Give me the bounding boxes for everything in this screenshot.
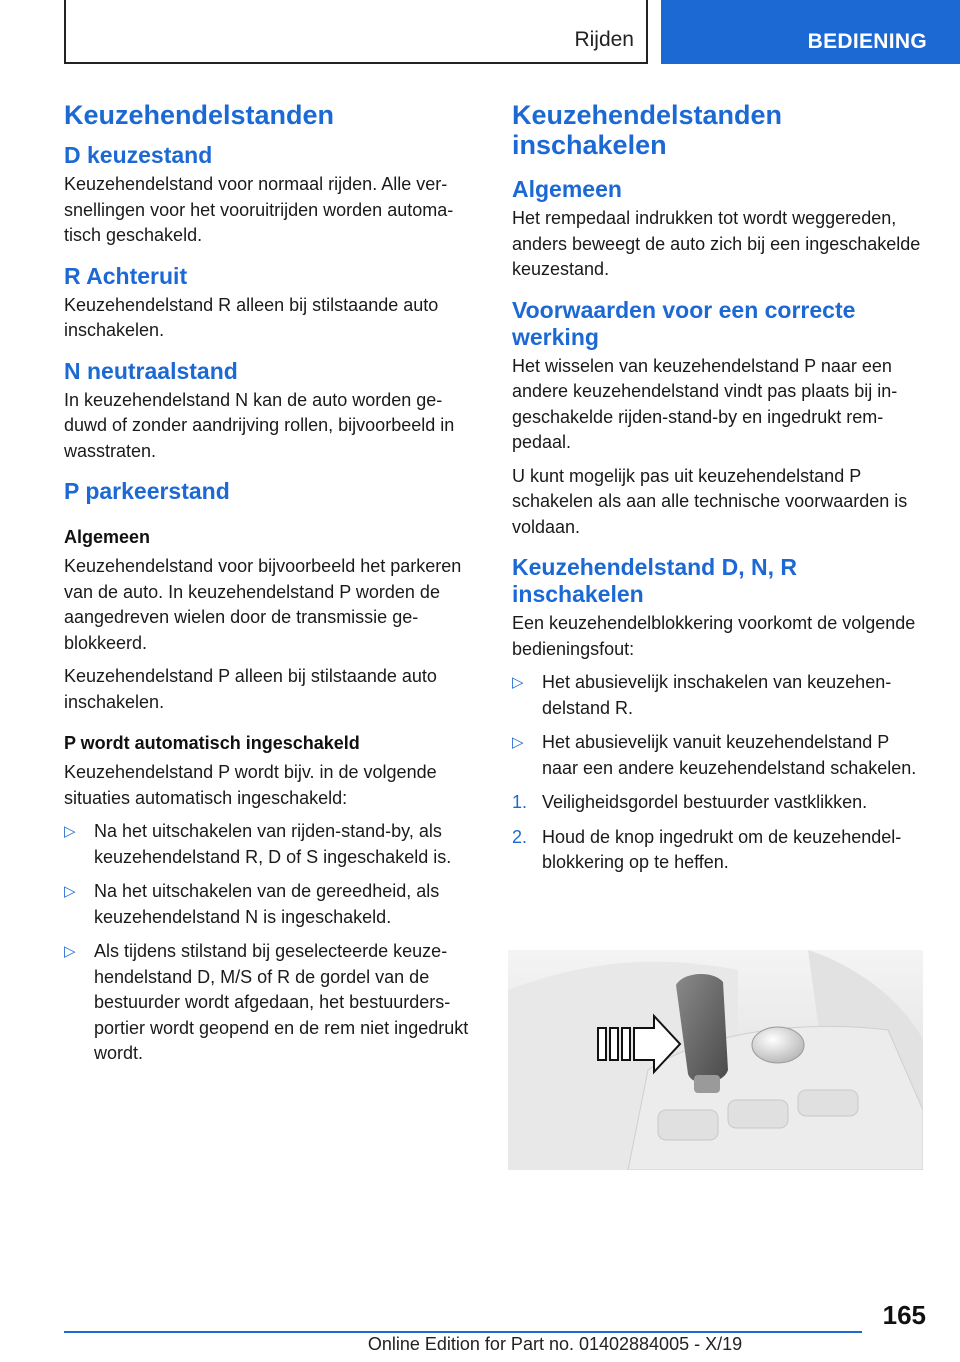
p-general-text-2: Keuzehendelstand P alleen bij stilstaande auto inschakelen. [64,666,437,712]
p-general-heading: Algemeen [64,527,151,547]
list-item-text: Houd de knop ingedrukt om de keuzehendelblokkering op te heffen. [542,826,902,872]
triangle-bullet-icon: ▷ [512,674,524,691]
header-section-label: Rijden [574,28,634,51]
list-item [64,879,478,930]
triangle-bullet-icon: ▷ [64,823,76,840]
gear-selector-photo [508,950,923,1170]
n-heading: N neutraalstand [64,357,238,384]
dnr-text: Een keuzehendelblokkering voorkomt de volgende bedieningsfout: [512,613,916,659]
p-auto-text: Keuzehendelstand P wordt bijv. in de volgende situaties automatisch ingeschakeld: [64,762,437,808]
list-item [512,825,927,876]
p-heading: P parkeerstand [64,478,230,504]
list-item [512,670,927,721]
header-chapter-tab [661,0,960,64]
d-text: Keuzehendelstand voor normaal rijden. Alle versnellingen voor het vooruitrijden worden automatisch geschakeld. [64,174,454,245]
triangle-bullet-icon: ▷ [64,883,76,900]
r-heading: R Achteruit [64,262,188,289]
list-item-text: Na het uitschakelen van de gereedheid, als keuzehendelstand N is ingeschakeld. [94,881,440,927]
list-item [512,730,927,781]
list-item [512,790,927,816]
conditions-text-1: Het wisselen van keuzehendelstand P naar een andere keuzehendelstand vindt pas plaats bij ingeschakelde rijden-stand-by en ingedrukt rempedaal. [512,355,898,452]
conditions-heading: Voorwaarden voor een correcte werking [512,296,856,350]
p-general-text-1: Keuzehendelstand voor bijvoorbeeld het parkeren van de auto. In keuzehendelstand P worden de aangedreven wielen door de transmissie geblokkeerd. [64,556,462,653]
p-auto-list [64,819,478,1067]
list-item-text: Het abusievelijk inschakelen van keuzehendelstand R. [542,672,892,718]
conditions-text-2: U kunt mogelijk pas uit keuzehendelstand P schakelen als aan alle technische voorwaarden is voldaan. [512,465,908,537]
list-item-text: Als tijdens stilstand bij geselecteerde keuzehendelstand D, M/S of R de gordel van de bestuurder wordt afgedaan, het bestuurdersportier wordt geopend en de rem niet ingedrukt wordt. [94,941,469,1063]
list-item-text: Het abusievelijk vanuit keuzehendelstand P naar een andere keuzehendelstand schakelen. [542,732,917,778]
header-chapter-label: BEDIENING [807,30,927,53]
list-item [64,819,478,870]
d-heading: D keuzestand [64,142,213,168]
n-text: In keuzehendelstand N kan de auto worden geduwd of zonder aandrijving rollen, bijvoorbeeld in wasstraten. [64,389,455,461]
footer-edition: Online Edition for Part no. 01402884005 - X/19 [367,1334,743,1354]
dnr-heading: Keuzehendelstand D, N, R inschakelen [512,554,797,607]
header-section-box [64,0,648,64]
r-text: Keuzehendelstand R alleen bij stilstaande auto inschakelen. [64,294,439,340]
dnr-bullet-list [512,670,927,781]
list-item-text: Na het uitschakelen van rijden-stand-by, als keuzehendelstand R, D of S ingeschakeld is. [94,821,452,867]
dnr-steps-list [512,790,927,876]
page-number: 165 [882,1300,926,1330]
triangle-bullet-icon: ▷ [512,734,524,751]
step-number: 1. [512,792,528,812]
footer-rule [64,1331,862,1333]
general-text: Het rempedaal indrukken tot wordt weggereden, anders beweegt de auto zich bij een ingeschakelde keuzestand. [512,208,921,279]
right-title: Keuzehendelstanden inschakelen [512,100,783,160]
triangle-bullet-icon: ▷ [64,943,76,960]
list-item [64,939,478,1067]
footer [0,1334,960,1355]
right-column [512,100,927,885]
p-auto-heading: P wordt automatisch ingeschakeld [64,733,360,753]
step-number: 2. [512,826,528,847]
list-item-text: Veiligheidsgordel bestuurder vastklikken. [542,792,868,812]
left-column [64,100,478,1076]
left-title: Keuzehendelstanden [64,100,335,130]
gear-selector-illustration [508,950,923,1170]
general-heading: Algemeen [512,176,622,202]
